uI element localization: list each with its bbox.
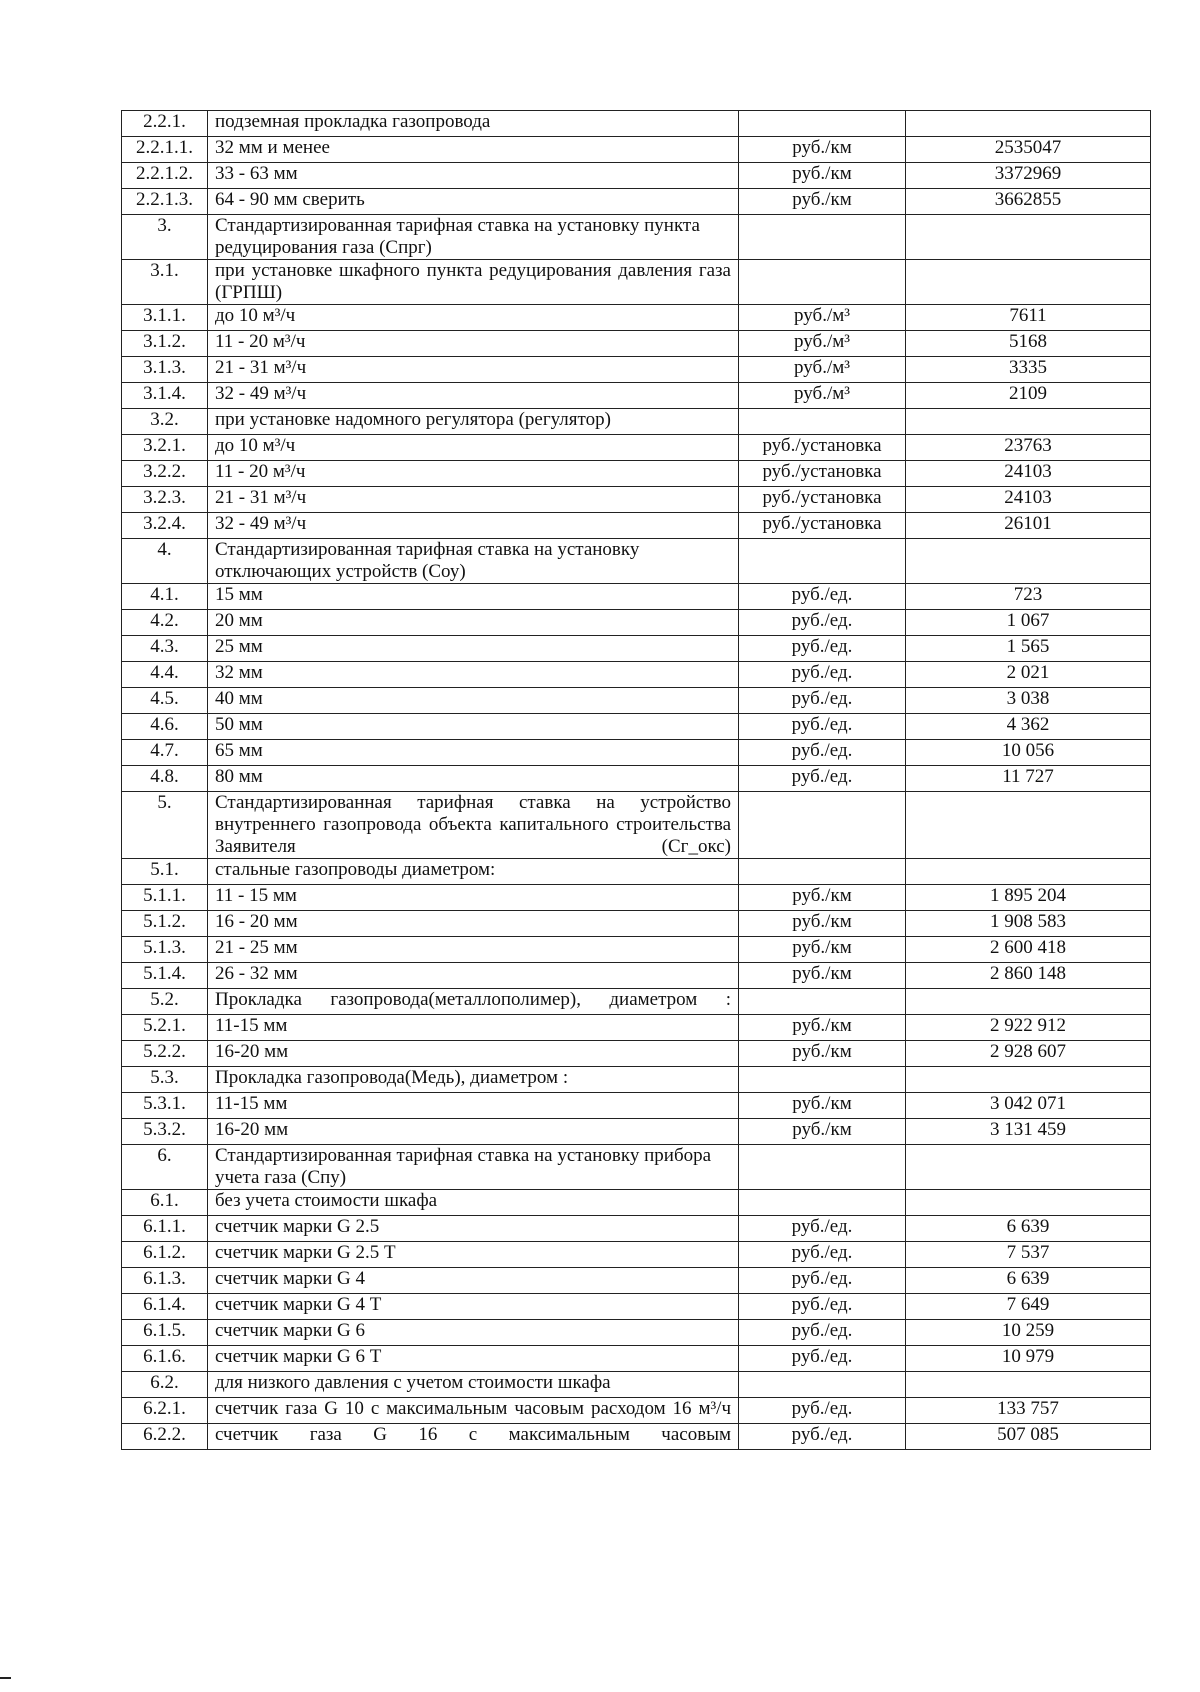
row-unit-cell: руб./ед. bbox=[739, 636, 906, 662]
row-description-cell: 65 мм bbox=[208, 740, 739, 766]
row-value-cell bbox=[906, 1372, 1151, 1398]
row-description-cell: Прокладка газопровода(металлополимер), диаметром : bbox=[208, 989, 739, 1015]
row-description-cell: до 10 м³/ч bbox=[208, 305, 739, 331]
row-number-cell: 2.2.1.3. bbox=[122, 189, 208, 215]
row-description-cell: счетчик газа G 10 с максимальным часовым расходом 16 м³/ч bbox=[208, 1398, 739, 1424]
table-row bbox=[122, 937, 1151, 963]
row-description-cell: Стандартизированная тарифная ставка на устройство внутреннего газопровода объекта капитального строительства Заявителя (Сг_окс) bbox=[208, 792, 739, 859]
row-description-cell: 80 мм bbox=[208, 766, 739, 792]
row-value-cell: 26101 bbox=[906, 513, 1151, 539]
row-number-cell: 5.3.2. bbox=[122, 1119, 208, 1145]
row-number-cell: 6.1. bbox=[122, 1190, 208, 1216]
row-number-cell: 6.1.6. bbox=[122, 1346, 208, 1372]
row-value-cell bbox=[906, 215, 1151, 260]
row-number-cell: 3.2.2. bbox=[122, 461, 208, 487]
row-value-cell bbox=[906, 792, 1151, 859]
row-number-cell: 3.1.3. bbox=[122, 357, 208, 383]
row-number-cell: 4.3. bbox=[122, 636, 208, 662]
row-number-cell: 5.2. bbox=[122, 989, 208, 1015]
table-row bbox=[122, 163, 1151, 189]
row-number-cell: 6.1.1. bbox=[122, 1216, 208, 1242]
row-value-cell: 10 979 bbox=[906, 1346, 1151, 1372]
row-unit-cell: руб./км bbox=[739, 963, 906, 989]
table-row bbox=[122, 1216, 1151, 1242]
row-value-cell bbox=[906, 260, 1151, 305]
row-description-cell: 26 - 32 мм bbox=[208, 963, 739, 989]
row-description-cell: счетчик марки G 4 Т bbox=[208, 1294, 739, 1320]
row-description-cell: 15 мм bbox=[208, 584, 739, 610]
row-description-cell: при установке надомного регулятора (регулятор) bbox=[208, 409, 739, 435]
row-unit-cell bbox=[739, 859, 906, 885]
table-row bbox=[122, 189, 1151, 215]
table-row bbox=[122, 1320, 1151, 1346]
row-unit-cell bbox=[739, 1145, 906, 1190]
row-number-cell: 5.1. bbox=[122, 859, 208, 885]
row-description-cell: для низкого давления с учетом стоимости шкафа bbox=[208, 1372, 739, 1398]
row-unit-cell: руб./м³ bbox=[739, 383, 906, 409]
table-row bbox=[122, 792, 1151, 859]
row-unit-cell bbox=[739, 111, 906, 137]
table-row bbox=[122, 1119, 1151, 1145]
row-description-cell: 33 - 63 мм bbox=[208, 163, 739, 189]
row-number-cell: 6. bbox=[122, 1145, 208, 1190]
table-row bbox=[122, 1268, 1151, 1294]
row-description-cell: 32 - 49 м³/ч bbox=[208, 383, 739, 409]
table-row bbox=[122, 688, 1151, 714]
row-unit-cell: руб./ед. bbox=[739, 1268, 906, 1294]
row-unit-cell: руб./ед. bbox=[739, 1320, 906, 1346]
row-value-cell: 24103 bbox=[906, 461, 1151, 487]
row-number-cell: 3. bbox=[122, 215, 208, 260]
row-unit-cell: руб./ед. bbox=[739, 1398, 906, 1424]
row-unit-cell: руб./м³ bbox=[739, 305, 906, 331]
row-description-cell: 11-15 мм bbox=[208, 1015, 739, 1041]
row-number-cell: 5.1.2. bbox=[122, 911, 208, 937]
table-row bbox=[122, 714, 1151, 740]
row-value-cell: 3 042 071 bbox=[906, 1093, 1151, 1119]
row-value-cell bbox=[906, 859, 1151, 885]
row-unit-cell: руб./установка bbox=[739, 461, 906, 487]
row-number-cell: 4.2. bbox=[122, 610, 208, 636]
row-description-cell: до 10 м³/ч bbox=[208, 435, 739, 461]
row-number-cell: 6.1.4. bbox=[122, 1294, 208, 1320]
row-description-cell: Стандартизированная тарифная ставка на установку прибора учета газа (Спу) bbox=[208, 1145, 739, 1190]
row-unit-cell: руб./км bbox=[739, 1015, 906, 1041]
table-row bbox=[122, 260, 1151, 305]
row-unit-cell bbox=[739, 539, 906, 584]
row-number-cell: 4.7. bbox=[122, 740, 208, 766]
table-row bbox=[122, 215, 1151, 260]
row-unit-cell: руб./ед. bbox=[739, 740, 906, 766]
row-number-cell: 5.1.4. bbox=[122, 963, 208, 989]
row-unit-cell bbox=[739, 1190, 906, 1216]
row-value-cell: 11 727 bbox=[906, 766, 1151, 792]
row-description-cell: счетчик газа G 16 с максимальным часовым bbox=[208, 1424, 739, 1450]
row-description-cell: 32 - 49 м³/ч bbox=[208, 513, 739, 539]
row-value-cell bbox=[906, 539, 1151, 584]
row-description-cell: счетчик марки G 4 bbox=[208, 1268, 739, 1294]
row-unit-cell: руб./м³ bbox=[739, 357, 906, 383]
row-description-cell: 16-20 мм bbox=[208, 1119, 739, 1145]
row-value-cell: 1 895 204 bbox=[906, 885, 1151, 911]
row-number-cell: 3.2. bbox=[122, 409, 208, 435]
row-value-cell: 4 362 bbox=[906, 714, 1151, 740]
row-description-cell: 21 - 31 м³/ч bbox=[208, 487, 739, 513]
row-value-cell: 2 600 418 bbox=[906, 937, 1151, 963]
page-edge-mark bbox=[0, 1677, 11, 1679]
row-description-cell: Прокладка газопровода(Медь), диаметром : bbox=[208, 1067, 739, 1093]
row-unit-cell: руб./м³ bbox=[739, 331, 906, 357]
row-unit-cell: руб./км bbox=[739, 911, 906, 937]
row-value-cell: 2 860 148 bbox=[906, 963, 1151, 989]
row-unit-cell bbox=[739, 1067, 906, 1093]
table-row bbox=[122, 1041, 1151, 1067]
table-row bbox=[122, 357, 1151, 383]
row-unit-cell: руб./ед. bbox=[739, 1242, 906, 1268]
row-unit-cell: руб./установка bbox=[739, 435, 906, 461]
row-unit-cell: руб./ед. bbox=[739, 714, 906, 740]
row-value-cell: 1 565 bbox=[906, 636, 1151, 662]
row-unit-cell: руб./км bbox=[739, 137, 906, 163]
row-description-cell: счетчик марки G 6 bbox=[208, 1320, 739, 1346]
row-description-cell: 11 - 20 м³/ч bbox=[208, 331, 739, 357]
row-number-cell: 5.1.3. bbox=[122, 937, 208, 963]
row-number-cell: 4. bbox=[122, 539, 208, 584]
row-value-cell: 2 922 912 bbox=[906, 1015, 1151, 1041]
table-row bbox=[122, 331, 1151, 357]
row-number-cell: 5.1.1. bbox=[122, 885, 208, 911]
row-value-cell: 2109 bbox=[906, 383, 1151, 409]
table-row bbox=[122, 1424, 1151, 1450]
row-unit-cell: руб./км bbox=[739, 885, 906, 911]
row-unit-cell: руб./установка bbox=[739, 513, 906, 539]
row-value-cell bbox=[906, 1067, 1151, 1093]
table-row bbox=[122, 1067, 1151, 1093]
row-unit-cell: руб./ед. bbox=[739, 1346, 906, 1372]
row-value-cell: 7611 bbox=[906, 305, 1151, 331]
row-unit-cell: руб./установка bbox=[739, 487, 906, 513]
row-unit-cell: руб./ед. bbox=[739, 766, 906, 792]
row-unit-cell: руб./км bbox=[739, 163, 906, 189]
table-row bbox=[122, 885, 1151, 911]
table-row bbox=[122, 1242, 1151, 1268]
row-unit-cell: руб./ед. bbox=[739, 584, 906, 610]
table-row bbox=[122, 766, 1151, 792]
table-row bbox=[122, 584, 1151, 610]
row-value-cell: 1 067 bbox=[906, 610, 1151, 636]
row-value-cell: 3372969 bbox=[906, 163, 1151, 189]
row-description-cell: стальные газопроводы диаметром: bbox=[208, 859, 739, 885]
table-row bbox=[122, 383, 1151, 409]
row-value-cell bbox=[906, 409, 1151, 435]
row-number-cell: 5. bbox=[122, 792, 208, 859]
table-row bbox=[122, 859, 1151, 885]
row-unit-cell bbox=[739, 215, 906, 260]
table-row bbox=[122, 111, 1151, 137]
row-description-cell: 11 - 15 мм bbox=[208, 885, 739, 911]
row-description-cell: счетчик марки G 6 Т bbox=[208, 1346, 739, 1372]
table-row bbox=[122, 513, 1151, 539]
row-number-cell: 4.4. bbox=[122, 662, 208, 688]
row-value-cell: 1 908 583 bbox=[906, 911, 1151, 937]
row-description-cell: 16 - 20 мм bbox=[208, 911, 739, 937]
row-unit-cell: руб./ед. bbox=[739, 610, 906, 636]
row-description-cell: 32 мм bbox=[208, 662, 739, 688]
row-number-cell: 3.1.1. bbox=[122, 305, 208, 331]
row-number-cell: 6.1.2. bbox=[122, 1242, 208, 1268]
table-row bbox=[122, 740, 1151, 766]
row-description-cell: 16-20 мм bbox=[208, 1041, 739, 1067]
row-number-cell: 3.2.4. bbox=[122, 513, 208, 539]
tariff-table-body bbox=[122, 111, 1151, 1450]
table-row bbox=[122, 1190, 1151, 1216]
row-value-cell: 3 038 bbox=[906, 688, 1151, 714]
row-description-cell: 25 мм bbox=[208, 636, 739, 662]
table-row bbox=[122, 1145, 1151, 1190]
row-unit-cell: руб./км bbox=[739, 189, 906, 215]
row-value-cell: 133 757 bbox=[906, 1398, 1151, 1424]
row-unit-cell: руб./ед. bbox=[739, 1216, 906, 1242]
row-value-cell: 10 259 bbox=[906, 1320, 1151, 1346]
row-number-cell: 2.2.1.1. bbox=[122, 137, 208, 163]
row-unit-cell: руб./км bbox=[739, 1093, 906, 1119]
row-number-cell: 4.5. bbox=[122, 688, 208, 714]
table-row bbox=[122, 1372, 1151, 1398]
row-description-cell: без учета стоимости шкафа bbox=[208, 1190, 739, 1216]
row-description-cell: 40 мм bbox=[208, 688, 739, 714]
row-number-cell: 6.2.2. bbox=[122, 1424, 208, 1450]
table-row bbox=[122, 636, 1151, 662]
table-row bbox=[122, 409, 1151, 435]
row-value-cell bbox=[906, 1145, 1151, 1190]
row-description-cell: Стандартизированная тарифная ставка на установку пункта редуцирования газа (Спрг) bbox=[208, 215, 739, 260]
row-description-cell: Стандартизированная тарифная ставка на установку отключающих устройств (Соу) bbox=[208, 539, 739, 584]
row-unit-cell: руб./км bbox=[739, 937, 906, 963]
row-value-cell: 5168 bbox=[906, 331, 1151, 357]
row-value-cell: 10 056 bbox=[906, 740, 1151, 766]
row-value-cell: 6 639 bbox=[906, 1268, 1151, 1294]
row-number-cell: 6.2.1. bbox=[122, 1398, 208, 1424]
row-description-cell: 20 мм bbox=[208, 610, 739, 636]
row-number-cell: 2.2.1. bbox=[122, 111, 208, 137]
row-value-cell: 24103 bbox=[906, 487, 1151, 513]
row-value-cell bbox=[906, 111, 1151, 137]
row-number-cell: 6.1.3. bbox=[122, 1268, 208, 1294]
row-value-cell: 3662855 bbox=[906, 189, 1151, 215]
table-row bbox=[122, 435, 1151, 461]
row-number-cell: 3.1. bbox=[122, 260, 208, 305]
table-row bbox=[122, 1093, 1151, 1119]
table-row bbox=[122, 1015, 1151, 1041]
row-unit-cell: руб./ед. bbox=[739, 688, 906, 714]
table-row bbox=[122, 137, 1151, 163]
row-number-cell: 5.3. bbox=[122, 1067, 208, 1093]
row-number-cell: 3.1.4. bbox=[122, 383, 208, 409]
row-value-cell: 7 649 bbox=[906, 1294, 1151, 1320]
row-description-cell: 21 - 31 м³/ч bbox=[208, 357, 739, 383]
row-number-cell: 4.6. bbox=[122, 714, 208, 740]
table-row bbox=[122, 989, 1151, 1015]
table-row bbox=[122, 1346, 1151, 1372]
table-row bbox=[122, 487, 1151, 513]
row-unit-cell: руб./км bbox=[739, 1119, 906, 1145]
row-value-cell: 2 021 bbox=[906, 662, 1151, 688]
table-row bbox=[122, 1398, 1151, 1424]
row-unit-cell: руб./ед. bbox=[739, 1424, 906, 1450]
row-value-cell: 2 928 607 bbox=[906, 1041, 1151, 1067]
table-row bbox=[122, 539, 1151, 584]
row-value-cell: 3 131 459 bbox=[906, 1119, 1151, 1145]
row-description-cell: 11 - 20 м³/ч bbox=[208, 461, 739, 487]
row-description-cell: 21 - 25 мм bbox=[208, 937, 739, 963]
row-description-cell: 50 мм bbox=[208, 714, 739, 740]
row-number-cell: 4.8. bbox=[122, 766, 208, 792]
row-number-cell: 5.2.2. bbox=[122, 1041, 208, 1067]
row-value-cell: 23763 bbox=[906, 435, 1151, 461]
row-description-cell: счетчик марки G 2.5 Т bbox=[208, 1242, 739, 1268]
row-value-cell: 6 639 bbox=[906, 1216, 1151, 1242]
row-number-cell: 6.1.5. bbox=[122, 1320, 208, 1346]
row-number-cell: 5.3.1. bbox=[122, 1093, 208, 1119]
tariff-table bbox=[121, 110, 1151, 1450]
row-value-cell: 723 bbox=[906, 584, 1151, 610]
row-number-cell: 5.2.1. bbox=[122, 1015, 208, 1041]
row-unit-cell bbox=[739, 409, 906, 435]
row-number-cell: 3.2.1. bbox=[122, 435, 208, 461]
row-number-cell: 2.2.1.2. bbox=[122, 163, 208, 189]
row-number-cell: 6.2. bbox=[122, 1372, 208, 1398]
row-description-cell: подземная прокладка газопровода bbox=[208, 111, 739, 137]
row-description-cell: счетчик марки G 2.5 bbox=[208, 1216, 739, 1242]
row-number-cell: 4.1. bbox=[122, 584, 208, 610]
table-row bbox=[122, 1294, 1151, 1320]
row-description-cell: 64 - 90 мм сверить bbox=[208, 189, 739, 215]
table-row bbox=[122, 963, 1151, 989]
table-row bbox=[122, 305, 1151, 331]
table-row bbox=[122, 461, 1151, 487]
row-unit-cell: руб./ед. bbox=[739, 1294, 906, 1320]
row-unit-cell bbox=[739, 260, 906, 305]
table-row bbox=[122, 662, 1151, 688]
row-description-cell: при установке шкафного пункта редуцирования давления газа (ГРПШ) bbox=[208, 260, 739, 305]
row-unit-cell bbox=[739, 989, 906, 1015]
row-description-cell: 32 мм и менее bbox=[208, 137, 739, 163]
row-value-cell: 3335 bbox=[906, 357, 1151, 383]
row-unit-cell: руб./ед. bbox=[739, 662, 906, 688]
row-number-cell: 3.1.2. bbox=[122, 331, 208, 357]
row-value-cell bbox=[906, 989, 1151, 1015]
row-value-cell: 2535047 bbox=[906, 137, 1151, 163]
row-description-cell: 11-15 мм bbox=[208, 1093, 739, 1119]
row-unit-cell: руб./км bbox=[739, 1041, 906, 1067]
table-row bbox=[122, 911, 1151, 937]
row-number-cell: 3.2.3. bbox=[122, 487, 208, 513]
row-unit-cell bbox=[739, 1372, 906, 1398]
row-value-cell: 507 085 bbox=[906, 1424, 1151, 1450]
row-value-cell bbox=[906, 1190, 1151, 1216]
table-row bbox=[122, 610, 1151, 636]
row-unit-cell bbox=[739, 792, 906, 859]
row-value-cell: 7 537 bbox=[906, 1242, 1151, 1268]
